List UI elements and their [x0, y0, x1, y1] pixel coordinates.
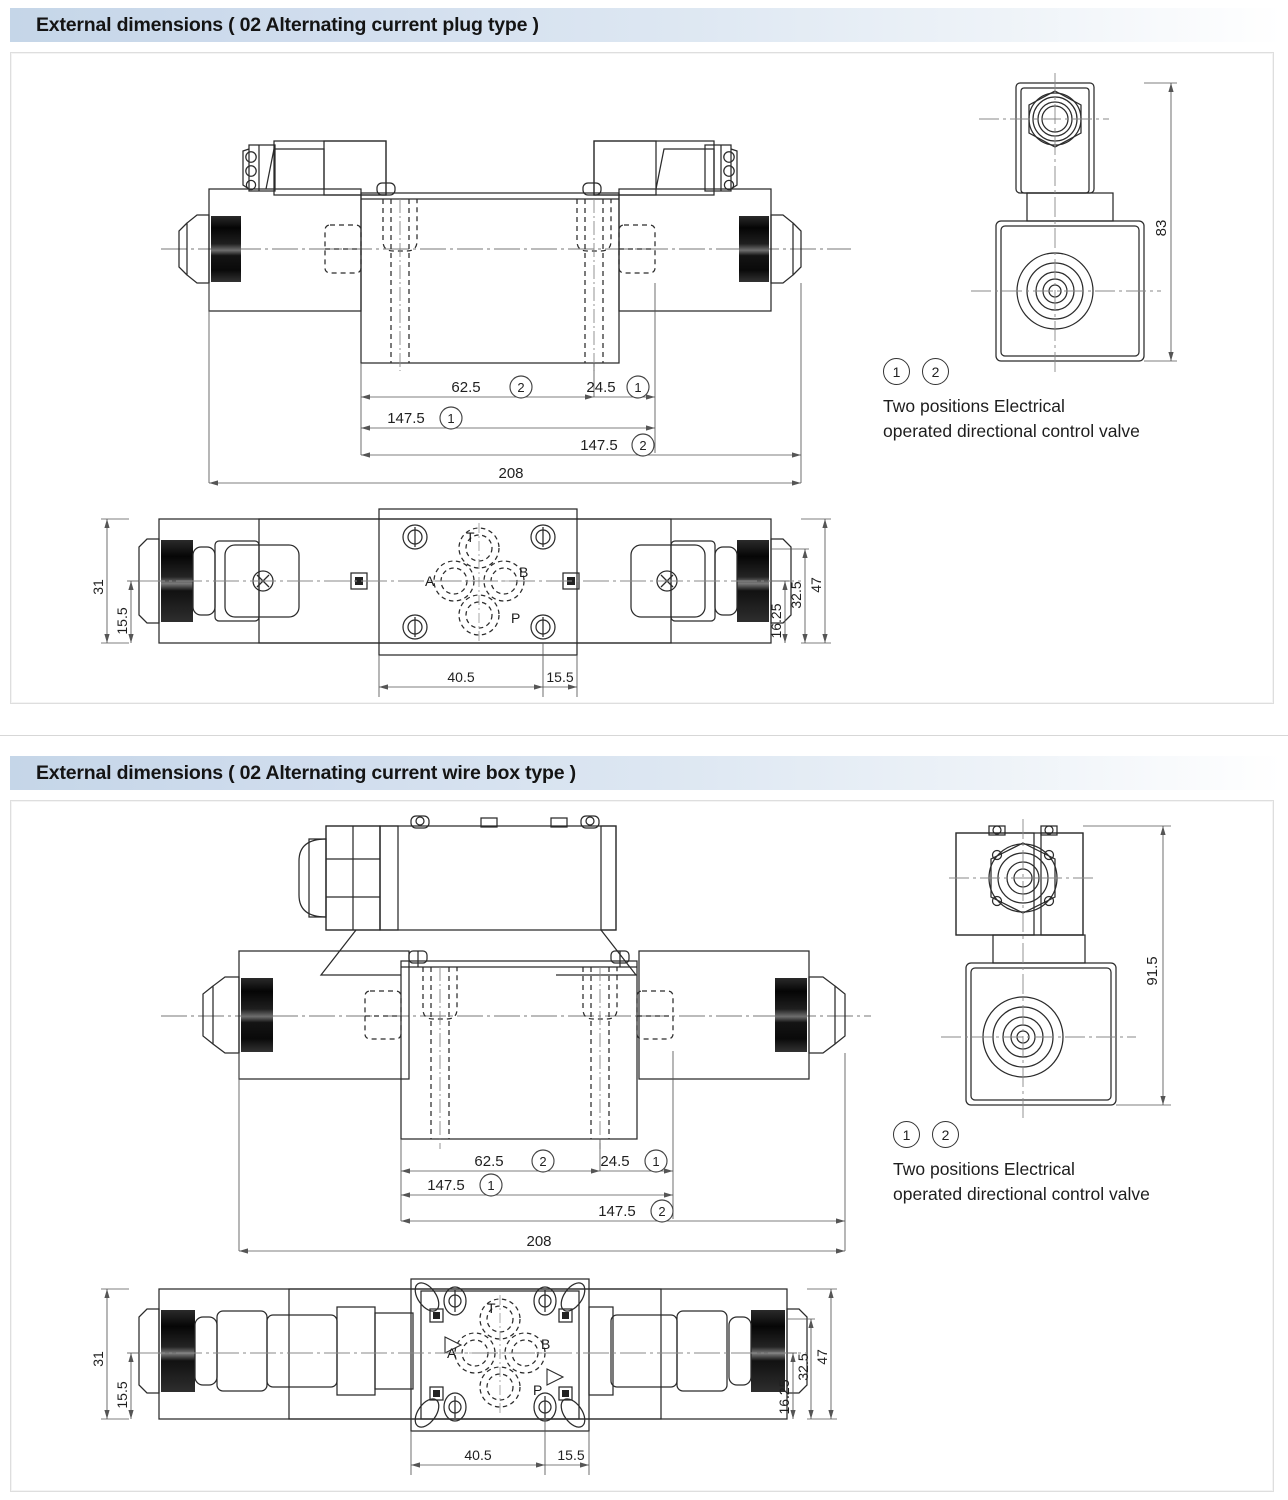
port-label-P: P [511, 610, 521, 626]
dim-16-25-label-wb: 16.25 [776, 1379, 792, 1415]
legend-plug [883, 358, 1140, 444]
legend-marker-1: 1 [883, 358, 910, 385]
plan-view-wirebox [90, 1279, 837, 1475]
dim-24-5-marker [627, 376, 649, 398]
dim-15-5-bottom-label: 15.5 [546, 669, 574, 685]
legend-line-2: operated directional control valve [883, 420, 1140, 441]
svg-text:1: 1 [634, 380, 642, 395]
section-title-plug [10, 8, 1282, 42]
plan-view-plug [90, 509, 831, 697]
svg-text:2: 2 [658, 1204, 666, 1219]
port-label-B: B [519, 564, 529, 580]
elevation-view-wirebox [161, 816, 871, 1254]
end-view-plug [971, 73, 1177, 373]
legend-marker-2: 2 [922, 358, 949, 385]
end-view-wirebox [941, 819, 1171, 1119]
elevation-view-plug [161, 141, 851, 486]
legend-markers-wirebox [893, 1121, 1150, 1148]
port-label-T-wb: T [487, 1300, 496, 1316]
dim-147-5-a-label-wb: 147.5 [427, 1177, 465, 1194]
legend-marker-2-wb: 2 [932, 1121, 959, 1148]
svg-text:2: 2 [517, 380, 525, 395]
dim-147-5-b-marker-wb [651, 1200, 673, 1222]
dim-24-5-label-wb: 24.5 [600, 1153, 630, 1170]
dim-15-5-left-label-wb: 15.5 [114, 1381, 130, 1409]
dimension-lines-elevation [209, 283, 801, 486]
dim-31-label-wb: 31 [90, 1351, 106, 1367]
drawing-panel-wirebox [10, 800, 1274, 1492]
dim-62-5-marker [510, 376, 532, 398]
dim-208-label-wb: 208 [526, 1233, 552, 1250]
dim-91-5-label: 91.5 [1144, 956, 1161, 986]
svg-text:1: 1 [487, 1178, 495, 1193]
dim-147-5-a-marker [440, 407, 462, 429]
dim-40-5-label-wb: 40.5 [464, 1447, 492, 1463]
dim-31-label: 31 [90, 579, 106, 595]
port-label-P-wb: P [533, 1382, 543, 1398]
svg-text:2: 2 [539, 1154, 547, 1169]
dim-62-5-label: 62.5 [451, 379, 481, 396]
legend-wirebox [893, 1121, 1150, 1207]
dim-62-5-marker-wb [532, 1150, 554, 1172]
drawing-panel-plug [10, 52, 1274, 704]
section-title-wirebox-text: External dimensions ( 02 Alternating current wire box type ) [36, 761, 576, 784]
dim-32-5-label: 32.5 [788, 581, 804, 609]
svg-text:2: 2 [639, 438, 647, 453]
dim-32-5-label-wb: 32.5 [795, 1353, 811, 1381]
dim-24-5-marker-wb [645, 1150, 667, 1172]
legend-line-1-wb: Two positions Electrical [893, 1159, 1075, 1179]
dim-147-5-a-marker-wb [480, 1174, 502, 1196]
dim-15-5-bottom-label-wb: 15.5 [557, 1447, 585, 1463]
dim-24-5-label: 24.5 [586, 379, 616, 396]
dim-47-label-wb: 47 [814, 1349, 830, 1365]
dim-147-5-a-label: 147.5 [387, 410, 425, 427]
legend-marker-1-wb: 1 [893, 1121, 920, 1148]
dim-83-label: 83 [1153, 219, 1170, 237]
dim-15-5-left-label: 15.5 [114, 607, 130, 635]
svg-text:1: 1 [447, 411, 455, 426]
dim-147-5-b-marker [632, 434, 654, 456]
port-label-T: T [466, 529, 475, 545]
port-label-A-wb: A [447, 1345, 457, 1361]
dim-208-label: 208 [498, 465, 524, 482]
legend-line-1: Two positions Electrical [883, 396, 1065, 416]
dim-147-5-b-label: 147.5 [580, 437, 618, 454]
dim-40-5-label: 40.5 [447, 669, 475, 685]
port-label-B-wb: B [541, 1336, 551, 1352]
dim-147-5-b-label-wb: 147.5 [598, 1203, 636, 1220]
svg-text:1: 1 [652, 1154, 660, 1169]
dim-62-5-label-wb: 62.5 [474, 1153, 504, 1170]
section-title-plug-text: External dimensions ( 02 Alternating current plug type ) [36, 13, 539, 36]
dim-47-label: 47 [808, 577, 824, 593]
section-title-wirebox [10, 756, 1282, 790]
legend-line-2-wb: operated directional control valve [893, 1183, 1150, 1204]
port-label-A: A [425, 573, 435, 589]
legend-markers [883, 358, 1140, 385]
dim-16-25-label: 16.25 [768, 603, 784, 639]
section-divider [0, 735, 1288, 736]
